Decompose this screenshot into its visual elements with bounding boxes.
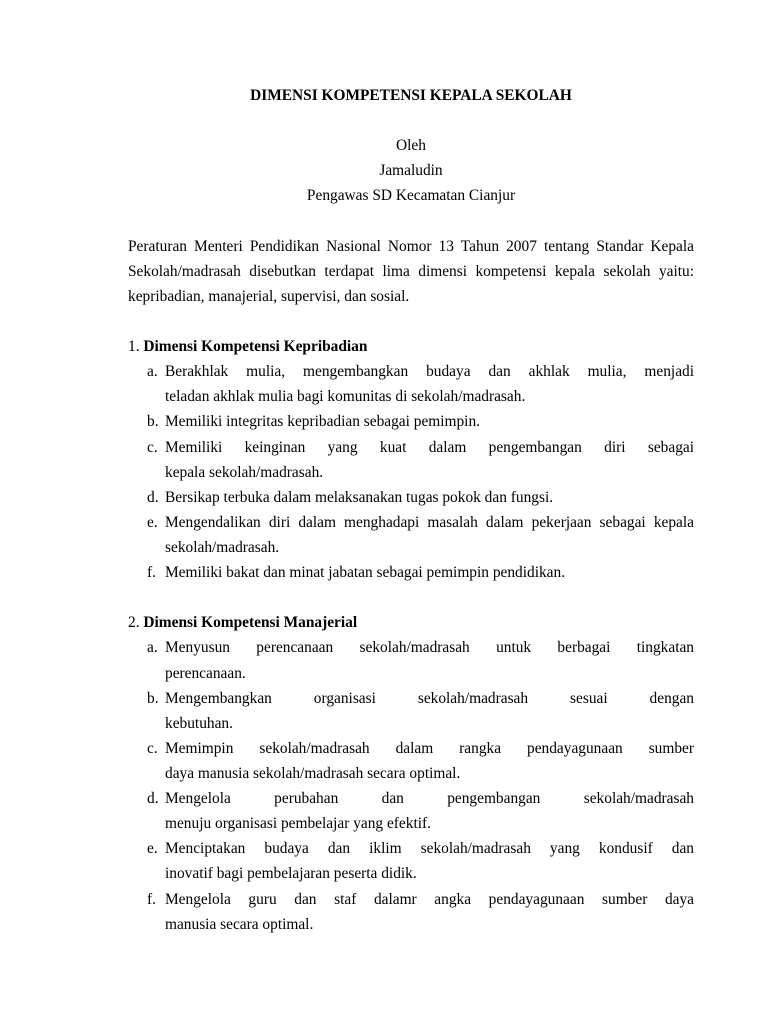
list-item-text: kepala sekolah/madrasah. [165, 463, 324, 481]
list-item [128, 736, 694, 786]
list-item-text: Memimpin sekolah/madrasah dalam rangka pendayagunaan sumber [165, 739, 694, 757]
list-marker: a. [147, 363, 158, 381]
list-marker: f. [147, 890, 156, 908]
section-title: Dimensi Kompetensi Kepribadian [143, 338, 368, 356]
list-item-text: Mengendalikan diri dalam menghadapi masalah dalam pekerjaan sebagai kepala [165, 513, 694, 531]
list-item-text: Mengelola guru dan staf dalamr angka pendayagunaan sumber daya [165, 890, 694, 908]
intro-paragraph [128, 234, 694, 309]
byline: Oleh [396, 137, 426, 155]
list-marker: b. [147, 413, 159, 431]
list-item-text: manusia secara optimal. [165, 915, 314, 933]
list-item [128, 836, 694, 886]
intro-line: kepribadian, manajerial, supervisi, dan sosial. [128, 287, 410, 305]
list-item-text: inovatif bagi pembelajaran peserta didik. [165, 865, 417, 883]
intro-line: Sekolah/madrasah disebutkan terdapat lima dimensi kompetensi kepala sekolah yaitu: [128, 262, 694, 280]
list-marker: e. [147, 840, 158, 858]
list-item [128, 510, 694, 560]
list-item-text: teladan akhlak mulia bagi komunitas di sekolah/madrasah. [165, 388, 526, 406]
list-item [128, 359, 694, 409]
section-heading [128, 334, 694, 359]
section-number: 2. [128, 614, 140, 632]
list-item-text: Mengelola perubahan dan pengembangan sekolah/madrasah [165, 790, 694, 808]
list-item [128, 485, 694, 510]
section-number: 1. [128, 338, 140, 356]
section-kepribadian [128, 334, 694, 585]
author-name: Jamaludin [379, 162, 443, 180]
list-marker: c. [147, 438, 158, 456]
list-marker: a. [147, 639, 158, 657]
list-item-text: sekolah/madrasah. [165, 538, 280, 556]
list-item-text: kebutuhan. [165, 714, 233, 732]
author-affiliation: Pengawas SD Kecamatan Cianjur [306, 187, 516, 205]
list-item-text: Memiliki bakat dan minat jabatan sebagai pemimpin pendidikan. [165, 564, 566, 582]
list-item [128, 409, 694, 434]
list-item-text: Berakhlak mulia, mengembangkan budaya dan akhlak mulia, menjadi [165, 363, 694, 381]
section-manajerial [128, 610, 694, 936]
list-item [128, 435, 694, 485]
list-item-text: perencanaan. [165, 664, 246, 682]
document-body [128, 83, 694, 937]
list-marker: f. [147, 564, 156, 582]
document-title: DIMENSI KOMPETENSI KEPALA SEKOLAH [250, 87, 572, 104]
list-item-text: Mengembangkan organisasi sekolah/madrasah sesuai dengan [165, 689, 694, 707]
intro-line: Peraturan Menteri Pendidikan Nasional Nomor 13 Tahun 2007 tentang Standar Kepala [128, 237, 694, 255]
list-item [128, 560, 694, 585]
list-marker: b. [147, 689, 159, 707]
list-item-text: menuju organisasi pembelajar yang efektif. [165, 815, 431, 833]
list-marker: d. [147, 488, 159, 506]
list-item-text: Menyusun perencanaan sekolah/madrasah untuk berbagai tingkatan [165, 639, 694, 657]
list-item-text: Memiliki keinginan yang kuat dalam pengembangan diri sebagai [165, 438, 694, 456]
section-title: Dimensi Kompetensi Manajerial [143, 614, 358, 632]
list-item [128, 887, 694, 937]
list-item-text: Menciptakan budaya dan iklim sekolah/madrasah yang kondusif dan [165, 840, 694, 858]
list-item-text: Memiliki integritas kepribadian sebagai pemimpin. [165, 413, 481, 431]
list-item-text: daya manusia sekolah/madrasah secara optimal. [165, 764, 461, 782]
list-item [128, 686, 694, 736]
list-item-text: Bersikap terbuka dalam melaksanakan tugas pokok dan fungsi. [165, 488, 554, 506]
section-heading [128, 610, 694, 635]
list-item [128, 635, 694, 685]
list-item [128, 786, 694, 836]
list-marker: c. [147, 739, 158, 757]
list-marker: e. [147, 513, 158, 531]
list-marker: d. [147, 790, 159, 808]
